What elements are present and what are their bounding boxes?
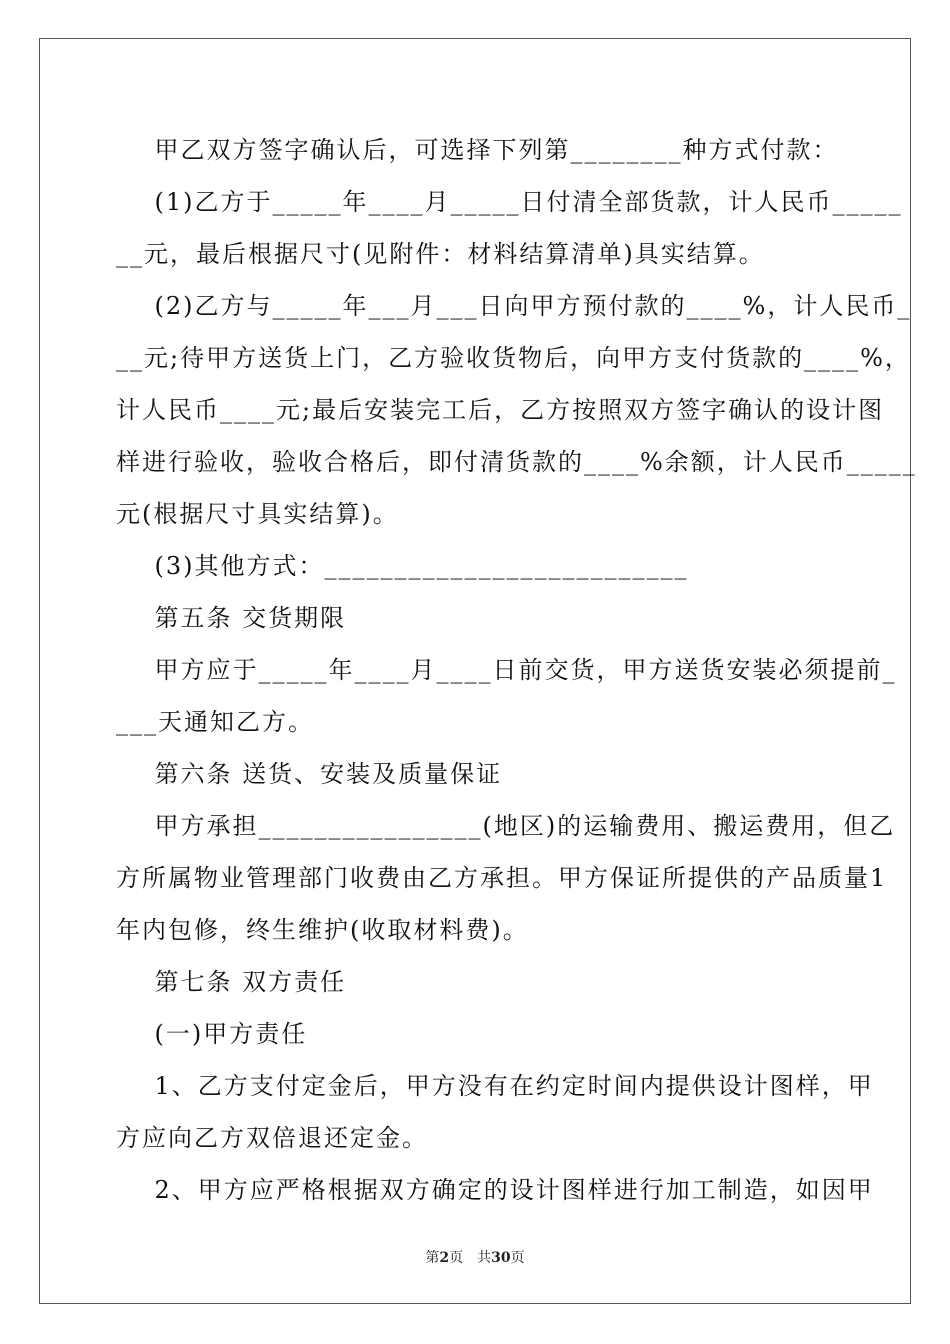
page-footer: [0, 1247, 950, 1267]
section-heading: 第六条 送货、安装及质量保证: [116, 760, 503, 788]
text-line: __元，最后根据尺寸(见附件：材料结算清单)具实结算。: [116, 240, 765, 268]
page-label-prefix: 第: [425, 1250, 440, 1266]
section-heading: 第七条 双方责任: [116, 968, 347, 996]
section-heading: 第五条 交货期限: [116, 604, 347, 632]
text-line: 甲方应于_____年____月____日前交货，甲方送货安装必须提前_: [116, 656, 897, 684]
text-line: 1、乙方支付定金后，甲方没有在约定时间内提供设计图样，甲: [116, 1072, 874, 1100]
page-number: 2: [439, 1250, 450, 1266]
page-label-suffix: 页: [510, 1250, 525, 1266]
text-line: (3)其他方式：__________________________: [116, 552, 689, 580]
text-line: 方应向乙方双倍退还定金。: [116, 1124, 428, 1152]
text-line: ___天通知乙方。: [116, 708, 314, 736]
text-line: 计人民币____元;最后安装完工后，乙方按照双方签字确认的设计图: [116, 396, 885, 424]
text-line: 甲乙双方签字确认后，可选择下列第________种方式付款：: [116, 136, 839, 164]
document-body: [116, 124, 917, 1216]
text-line: 年内包修，终生维护(收取材料费)。: [116, 916, 529, 944]
subsection-heading: (一)甲方责任: [116, 1020, 308, 1048]
text-line: (2)乙方与_____年___月___日向甲方预付款的____%，计人民币_: [116, 292, 912, 320]
text-line: (1)乙方于_____年____月_____日付清全部货款，计人民币_____: [116, 188, 903, 216]
text-line: 2、甲方应严格根据双方确定的设计图样进行加工制造，如因甲: [116, 1176, 874, 1204]
text-line: __元;待甲方送货上门，乙方验收货物后，向甲方支付货款的____%，: [116, 344, 911, 372]
text-line: 样进行验收，验收合格后，即付清货款的____%余额，计人民币_____: [116, 448, 917, 476]
text-line: 甲方承担________________(地区)的运输费用、搬运费用，但乙: [116, 812, 896, 840]
text-line: 方所属物业管理部门收费由乙方承担。甲方保证所提供的产品质量1: [116, 864, 888, 892]
total-pages: 30: [491, 1250, 511, 1266]
text-line: 元(根据尺寸具实结算)。: [116, 500, 399, 528]
page-label-mid: 页 共: [449, 1250, 492, 1266]
